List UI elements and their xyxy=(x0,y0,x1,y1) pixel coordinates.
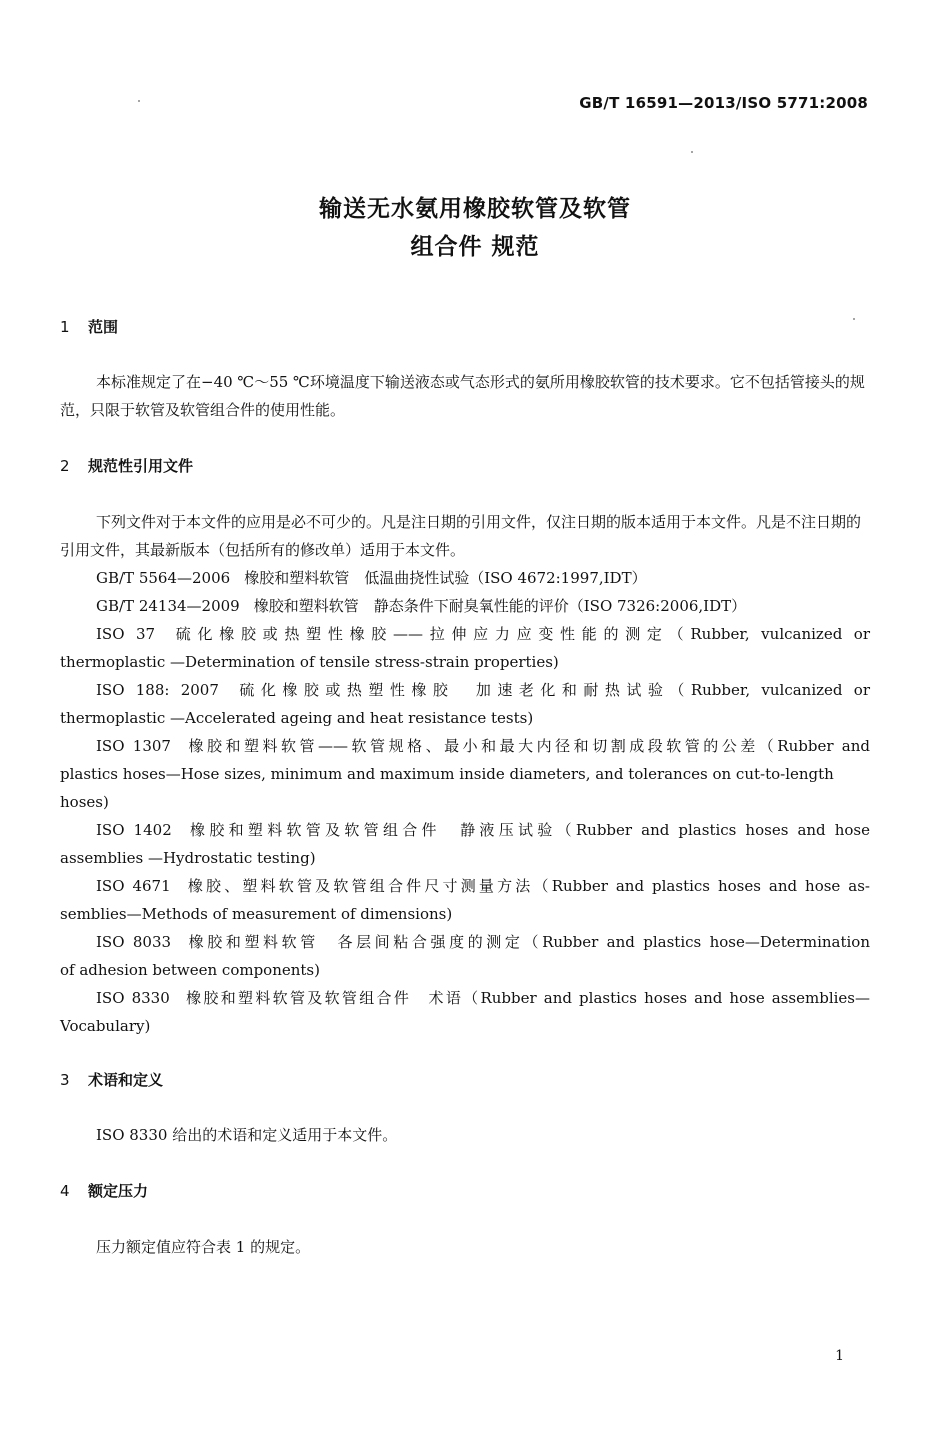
reference-code: ISO 8330 xyxy=(96,989,170,1007)
page-number: 1 xyxy=(835,1348,844,1364)
scan-speck xyxy=(691,151,693,153)
scan-speck xyxy=(853,318,855,320)
reference-text: 橡胶和塑料软管及软管组合件 术语（Rubber and plastics hoses and hose assemblies— xyxy=(183,989,870,1007)
reference-text: 橡胶和塑料软管及软管组合件 静液压试验（Rubber and plastics hoses and hose xyxy=(185,821,870,839)
document-title-line-1: 输送无水氨用橡胶软管及软管 xyxy=(319,196,631,222)
section-1-paragraph: 本标准规定了在−40 ℃～55 ℃环境温度下输送液态或气态形式的氨所用橡胶软管的技术要求。它不包括管接头的规范，只限于软管及软管组合件的使用性能。 xyxy=(60,373,865,419)
reference-code: ISO 8033 xyxy=(96,933,172,951)
reference-text: 硫化橡胶或热塑性橡胶——拉伸应力应变性能的测定（Rubber, vulcanized or xyxy=(169,625,870,643)
reference-text-continued: thermoplastic —Determination of tensile stress-strain properties) xyxy=(60,653,559,671)
reference-code: ISO 37 xyxy=(96,625,156,643)
reference-code: GB/T 24134—2009 xyxy=(96,597,240,615)
reference-text: 橡胶和塑料软管 各层间粘合强度的测定（Rubber and plastics hose—Determination xyxy=(185,933,870,951)
reference-item xyxy=(60,984,870,1040)
reference-item xyxy=(60,928,870,984)
section-title: 范围 xyxy=(88,318,119,336)
section-4-heading xyxy=(60,1180,148,1201)
section-number: 1 xyxy=(60,318,70,336)
reference-text-continued: of adhesion between components) xyxy=(60,961,320,979)
reference-text: 橡胶和塑料软管 低温曲挠性试验（ISO 4672:1997,IDT） xyxy=(244,569,647,587)
section-1-heading xyxy=(60,316,118,337)
reference-code: GB/T 5564—2006 xyxy=(96,569,231,587)
reference-text: 橡胶、塑料软管及软管组合件尺寸测量方法（Rubber and plastics hoses and hose as- xyxy=(184,877,870,895)
reference-item xyxy=(60,816,870,872)
standard-code: GB/T 16591—2013/ISO 5771:2008 xyxy=(579,94,868,112)
reference-text-continued: semblies—Methods of measurement of dimensions) xyxy=(60,905,453,923)
reference-item xyxy=(60,592,870,620)
document-title-line-2: 组合件 规范 xyxy=(410,234,540,260)
scan-speck xyxy=(138,100,140,102)
reference-text-continued: thermoplastic —Accelerated ageing and heat resistance tests) xyxy=(60,709,534,727)
reference-item xyxy=(60,564,870,592)
reference-code: ISO 4671 xyxy=(96,877,171,895)
reference-text: 橡胶和塑料软管 静态条件下耐臭氧性能的评价（ISO 7326:2006,IDT） xyxy=(253,597,747,615)
section-title: 规范性引用文件 xyxy=(88,457,194,475)
section-2-paragraph: 下列文件对于本文件的应用是必不可少的。凡是注日期的引用文件，仅注日期的版本适用于本文件。凡是不注日期的引用文件，其最新版本（包括所有的修改单）适用于本文件。 xyxy=(60,513,862,559)
reference-text-continued: plastics hoses—Hose sizes, minimum and maximum inside diameters, and tolerances on cut-to-length hoses) xyxy=(60,765,834,811)
section-number: 4 xyxy=(60,1182,70,1200)
section-number: 3 xyxy=(60,1071,70,1089)
section-title: 额定压力 xyxy=(88,1182,149,1200)
section-4-paragraph: 压力额定值应符合表 1 的规定。 xyxy=(96,1238,311,1256)
reference-code: ISO 1307 xyxy=(96,737,171,755)
reference-text: 橡胶和塑料软管——软管规格、最小和最大内径和切割成段软管的公差（Rubber and xyxy=(184,737,870,755)
reference-item xyxy=(60,620,870,676)
section-title: 术语和定义 xyxy=(88,1071,164,1089)
reference-code: ISO 188: 2007 xyxy=(96,681,219,699)
reference-code: ISO 1402 xyxy=(96,821,172,839)
reference-text-continued: assemblies —Hydrostatic testing) xyxy=(60,849,316,867)
reference-item xyxy=(60,732,870,816)
section-3-paragraph: ISO 8330 给出的术语和定义适用于本文件。 xyxy=(96,1126,398,1144)
reference-text: 硫化橡胶或热塑性橡胶 加速老化和耐热试验（Rubber, vulcanized or xyxy=(232,681,870,699)
section-number: 2 xyxy=(60,457,70,475)
reference-text-continued: Vocabulary) xyxy=(60,1017,151,1035)
section-3-heading xyxy=(60,1069,163,1090)
reference-item xyxy=(60,872,870,928)
reference-item xyxy=(60,676,870,732)
section-2-heading xyxy=(60,455,193,476)
